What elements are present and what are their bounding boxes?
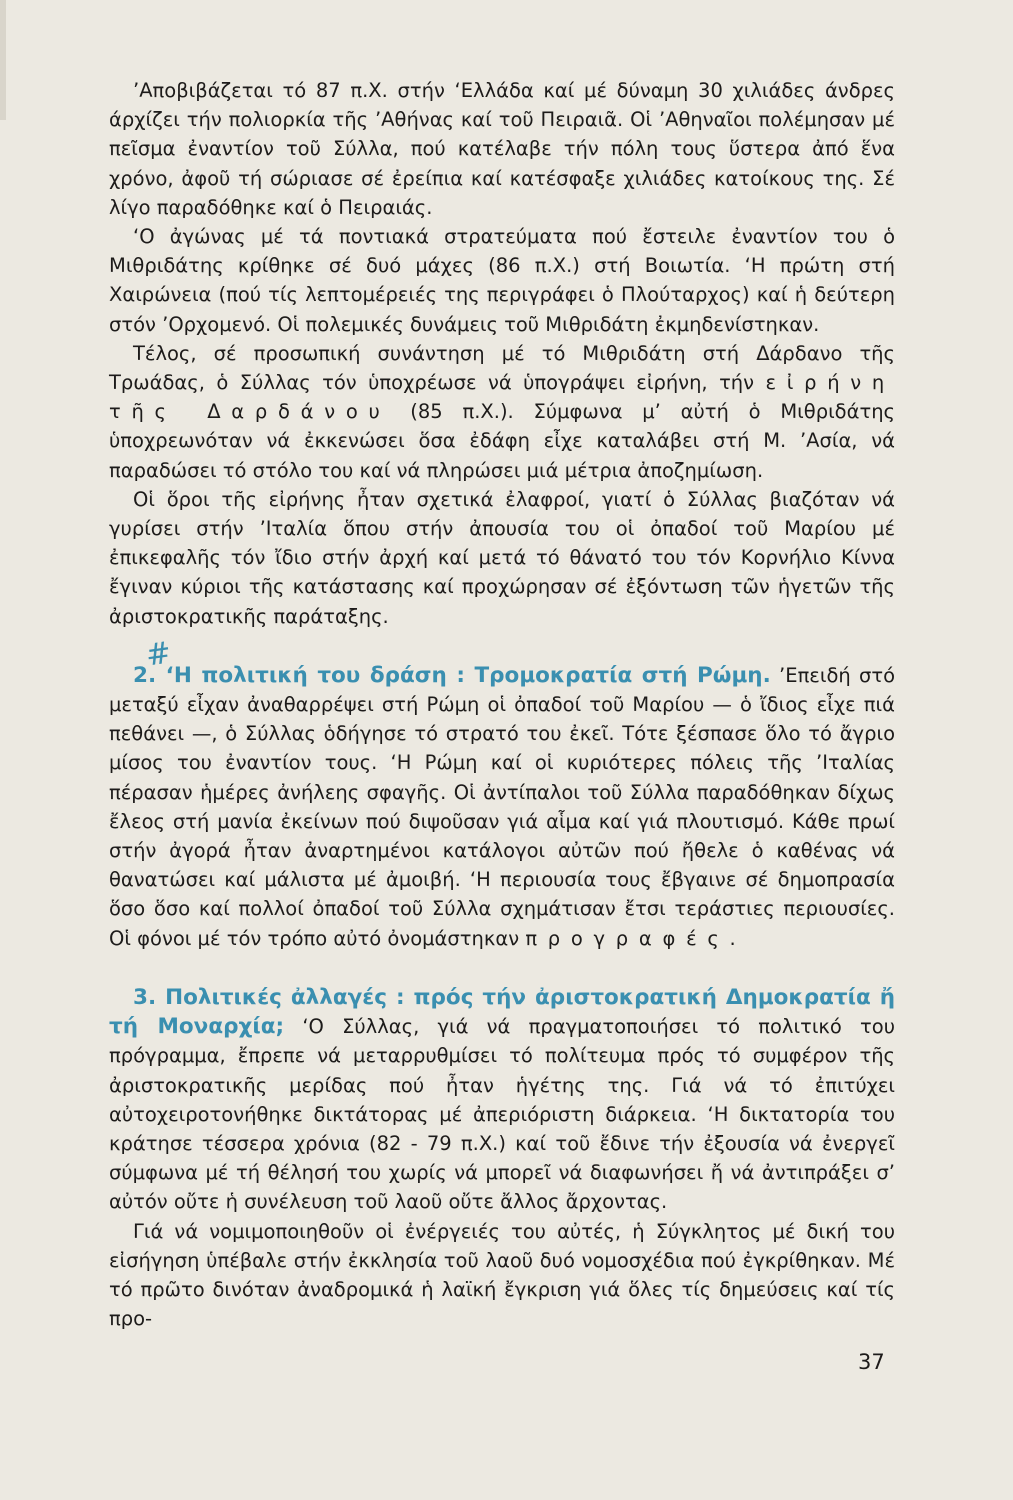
page-number: 37	[858, 1350, 885, 1374]
spacer	[109, 953, 895, 983]
paragraph-peace	[109, 339, 895, 485]
section-2-spaced-term: προγραφές.	[525, 926, 747, 950]
peace-text-a: Τέλος, σέ προσωπική συνάντηση μέ τό Μιθριδάτη στή Δάρδανο τῆς Τρωάδας, ὁ Σύλλας τόν ὑποχρέωσε νά ὑπογράψει εἰρήνη, τήν	[109, 341, 895, 395]
section-3-paragraph-2: Γιά νά νομιμοποιηθοῦν οἱ ἐνέργειές του αὐτές, ἡ Σύγκλητος μέ δική του εἰσήγηση ὑπέβαλε στήν ἐκκλησία τοῦ λαοῦ δυό νομοσχέδια πού ἐγκρίθηκαν. Μέ τό πρῶτο δινόταν ἀναδρομικά ἡ λαϊκή ἔγκριση γιά ὅλες τίς δημεύσεις καί τίς προ-	[109, 1219, 895, 1331]
paragraph-battles: ‘Ο ἀγώνας μέ τά ποντιακά στρατεύματα πού ἔστειλε ἐναντίον του ὁ Μιθριδάτης κρίθηκε σέ δυό μάχες (86 π.Χ.) στή Βοιωτία. ‘Η πρώτη στή Χαιρώνεια (πού τίς λεπτομέρειές της περιγράφει ὁ Πλούταρχος) καί ἡ δεύτερη στόν ’Ορχομενό. Οἱ πολεμικές δυνάμεις τοῦ Μιθριδάτη ἐκμηδενίστηκαν.	[109, 225, 895, 336]
paragraph-terms: Οἱ ὅροι τῆς εἰρήνης ἦταν σχετικά ἐλαφροί, γιατί ὁ Σύλλας βιαζόταν νά γυρίσει στήν ’Ιταλία ὅπου στήν ἀπουσία του οἱ ὀπαδοί τοῦ Μαρίου μέ ἐπικεφαλῆς τόν ἴδιο στήν ἀρχή καί μετά τό θάνατό του τόν Κορνήλιο Κίννα ἔγιναν κύριοι τῆς κατάστασης καί προχώρησαν σέ ἐξόντωση τῶν ἡγετῶν τῆς ἀριστοκρατικῆς παράταξης.	[109, 487, 895, 628]
section-3-text: ‘Ο Σύλλας, γιά νά πραγματοποιήσει τό πολιτικό του πρόγραμμα, ἔπρεπε νά μεταρρυθμίσει τό πολίτευμα πρός τό συμφέρον τῆς ἀριστοκρατικῆς μερίδας πού ἦταν ἡγέτης της. Γιά νά τό ἐπιτύχει αὐτοχειροτονήθηκε δικτάτορας μέ ἀπεριόριστη διάρκεια. ‘Η δικτατορία του κράτησε τέσσερα χρόνια (82 - 79 π.Χ.) καί τοῦ ἔδινε τήν ἐξουσία νά ἐνεργεῖ σύμφωνα μέ τή θέλησή του χωρίς νά μπορεῖ νά διαφωνήσει ἤ νά ἀντιπράξει σ’ αὐτόν οὔτε ἡ συνέλευση τοῦ λαοῦ οὔτε ἄλλος ἄρχοντας.	[109, 1015, 895, 1214]
paragraph-landing: ’Αποβιβάζεται τό 87 π.Χ. στήν ‘Ελλάδα καί μέ δύναμη 30 χιλιάδες άνδρες άρχίζει τήν πολιορκία τῆς ’Αθήνας καί τοῦ Πειραιᾶ. Οἱ ’Αθηναῖοι πολέμησαν μέ πεῖσμα ἐναντίον τοῦ Σύλλα, πού κατέλαβε τήν πόλη τους ὕστερα ἀπό ἕνα χρόνο, ἀφοῦ τή σώριασε σέ ἐρείπια καί κατέσφαξε χιλιάδες κατοίκους της. Σέ λίγο παραδόθηκε καί ὁ Πειραιάς.	[109, 79, 895, 219]
section-3	[109, 983, 895, 1217]
body-text	[109, 76, 895, 1333]
peace-text-b: (85 π.Χ.). Σύμφωνα μ’ αὐτή ὁ Μιθριδάτης ὑποχρεωνόταν νά ἐκκενώσει ὅσα ἐδάφη εἶχε καταλάβει στή Μ. ’Ασία, νά παραδώσει τό στόλο του καί νά πληρώσει μιά μέτρια ἀποζημίωση.	[109, 400, 896, 482]
section-3-heading: 3. Πολιτικές ἀλλαγές : πρός τήν ἀριστοκρατική Δημοκρατία ἤ τή Μοναρχία;	[109, 984, 895, 1040]
section-2-text: ’Επειδή στό μεταξύ εἶχαν ἀναθαρρέψει στή Ρώμη οἱ ὀπαδοί τοῦ Μαρίου — ὁ ἴδιος εἶχε πιά πεθάνει —, ὁ Σύλλας ὁδήγησε τό στρατό του ἐκεῖ. Τότε ξέσπασε ὅλο τό ἄγριο μίσος του ἐναντίον τους. ‘Η Ρώμη καί οἱ κυριότερες πόλεις τῆς ’Ιταλίας πέρασαν ἡμέρες ἀνήλεης σφαγῆς. Οἱ ἀντίπαλοι τοῦ Σύλλα παραδόθηκαν δίχως ἔλεος στή μανία ἐκείνων πού διψοῦσαν γιά αἷμα καί γιά πλουτισμό. Κάθε πρωί στήν ἀγορά ἦταν ἀναρτημένοι κατάλογοι αὐτῶν πού ἤθελε ὁ καθένας νά θανατώσει καί μάλιστα μέ ἀμοιβή. ‘Η περιουσία τους ἔβγαινε σέ δημοπρασία ὅσο ὅσο καί πολλοί ὀπαδοί τοῦ Σύλλα σχημάτισαν ἔτσι τεράστιες περιουσίες. Οἱ φόνοι μέ τόν τρόπο αὐτό ὀνομάστηκαν	[109, 663, 896, 950]
handwritten-mark: #	[143, 635, 174, 674]
section-2-heading: 2. ‘Η πολιτική του δράση : Τρομοκρατία στή Ρώμη.	[133, 662, 771, 688]
peace-spaced-term: εἰρήνη τῆς Δαρδάνου	[109, 371, 896, 424]
section-2	[109, 661, 895, 953]
page-edge	[0, 0, 6, 120]
spacer	[109, 631, 895, 661]
